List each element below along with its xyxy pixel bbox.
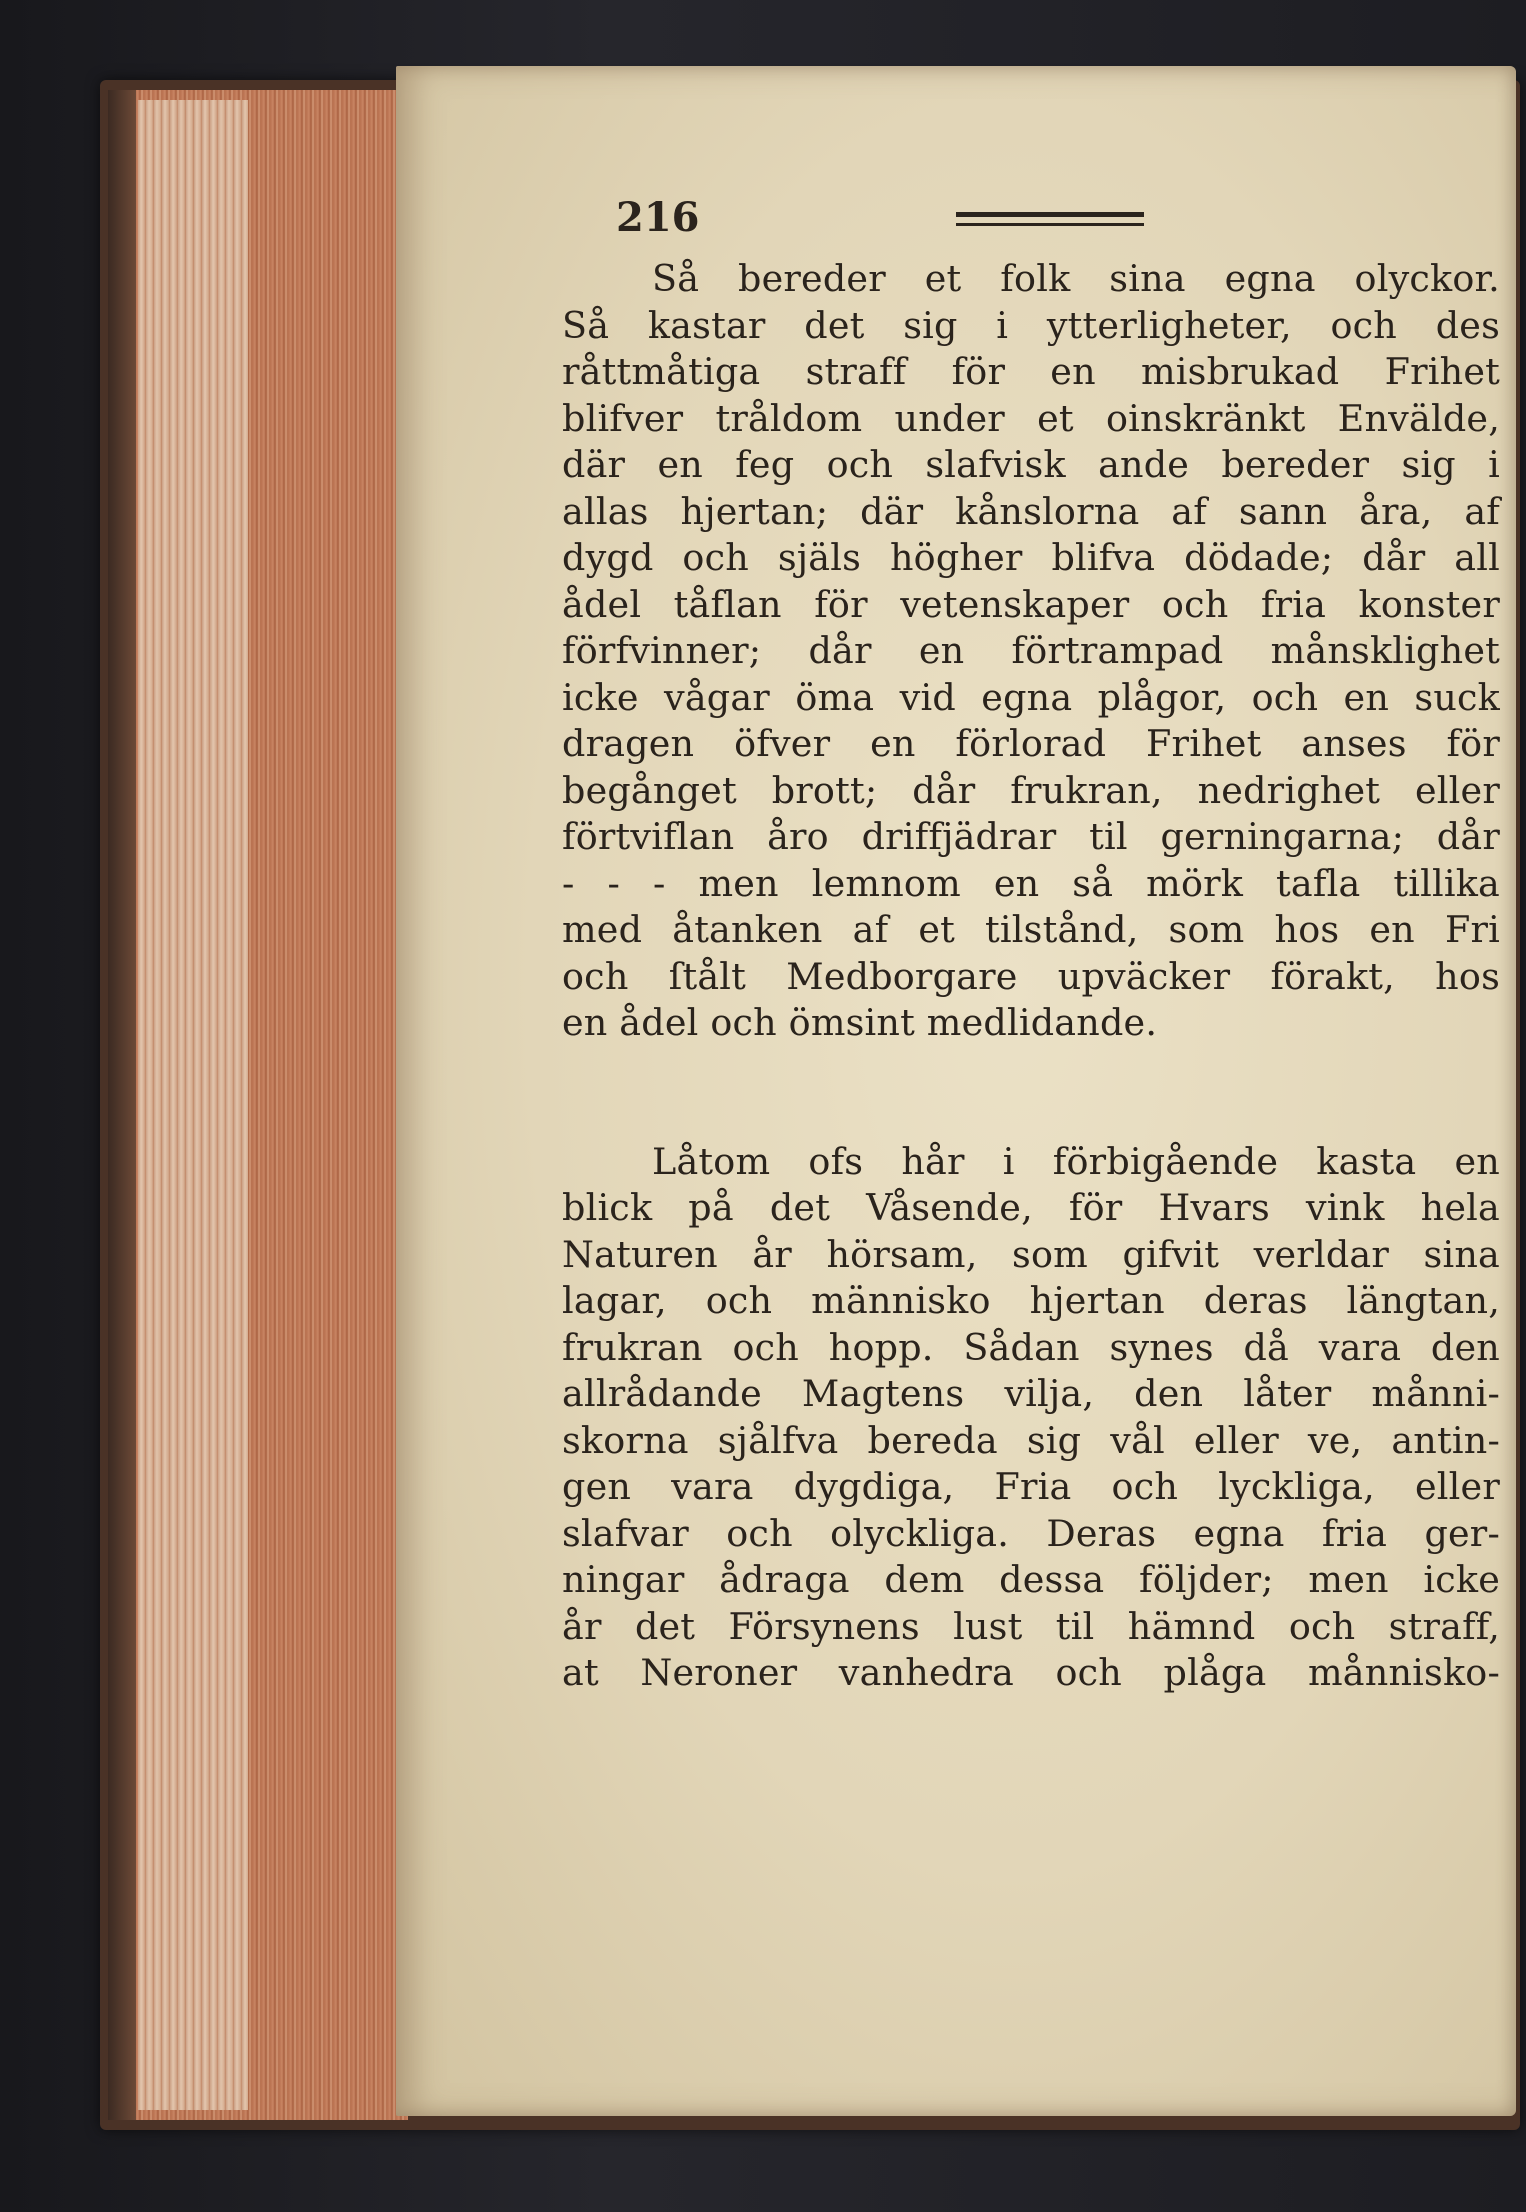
text-line: Så kastar det sig i ytterligheter, och des	[562, 303, 1500, 347]
binding-shadow	[108, 90, 136, 2120]
text-line: dygd och själs högher blifva dödade; dår all	[562, 536, 1500, 579]
text-line: frukran och hopp. Sådan synes då vara den	[562, 1325, 1500, 1369]
text-line: slafvar och olyckliga. Deras egna fria ger-	[562, 1511, 1500, 1555]
paragraph-2	[562, 1139, 1500, 1697]
header-rule	[956, 212, 1144, 226]
text-line: allas hjertan; där kånslorna af sann åra, af	[562, 489, 1500, 533]
text-line: Naturen år hörsam, som gifvit verldar sina	[562, 1232, 1500, 1276]
text-line: där en feg och slafvisk ande bereder sig i	[562, 443, 1500, 486]
paragraph-gap	[562, 1047, 1500, 1139]
text-line: en ådel och ömsint medlidande.	[562, 1001, 1158, 1044]
text-line: - - - men lemnom en så mörk tafla tillika	[562, 861, 1500, 905]
text-line: ådel tåflan för vetenskaper och fria konster	[562, 582, 1500, 626]
text-line: Så bereder et folk sina egna olyckor.	[652, 257, 1500, 300]
page-edge-highlight	[138, 100, 248, 2110]
text-line: förtviflan åro driffjädrar til gerningarna; dår	[562, 815, 1500, 858]
page-number: 216	[616, 194, 700, 241]
text-line: gen vara dygdiga, Fria och lyckliga, eller	[562, 1465, 1500, 1508]
text-line: dragen öfver en förlorad Frihet anses för	[562, 722, 1500, 765]
body-text	[562, 256, 1500, 1697]
book-page-edges	[108, 90, 408, 2120]
text-line: råttmåtiga straff för en misbrukad Frihet	[562, 350, 1500, 393]
paragraph-1	[562, 256, 1500, 1047]
text-line: at Neroner vanhedra och plåga månnisko-	[562, 1651, 1500, 1694]
text-line: lagar, och människo hjertan deras längtan,	[562, 1279, 1500, 1322]
text-line: blifver tråldom under et oinskränkt Envälde,	[562, 396, 1500, 440]
text-line: år det Försynens lust til hämnd och straff,	[562, 1604, 1500, 1648]
text-line: begånget brott; dår frukran, nedrighet eller	[562, 768, 1500, 812]
text-line: med åtanken af et tilstånd, som hos en Fri	[562, 908, 1500, 951]
text-line: blick på det Våsende, för Hvars vink hela	[562, 1186, 1500, 1229]
book-page	[396, 66, 1516, 2116]
text-line: förfvinner; dår en förtrampad månsklighet	[562, 629, 1500, 672]
text-line: skorna sjålfva bereda sig vål eller ve, antin-	[562, 1418, 1500, 1462]
text-line: och ſtålt Medborgare upväcker förakt, hos	[562, 954, 1500, 998]
text-line: ningar ådraga dem dessa följder; men icke	[562, 1558, 1500, 1601]
text-line: icke vågar öma vid egna plågor, och en suck	[562, 675, 1500, 719]
text-line: allrådande Magtens vilja, den låter månni-	[562, 1372, 1500, 1415]
text-line: Låtom ofs hår i förbigående kasta en	[652, 1139, 1500, 1183]
